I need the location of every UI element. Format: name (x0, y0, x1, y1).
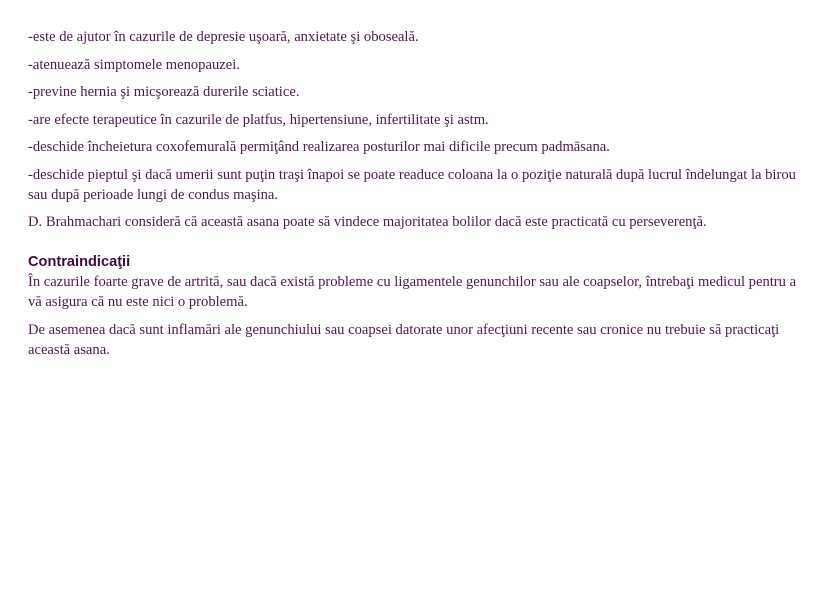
benefit-menopause: -atenuează simptomele menopauzei. (28, 56, 240, 73)
brahmachari-quote: D. Brahmachari consideră că această asana poate să vindece majoritatea bolilor dacă este practicată cu perseverenţă. (28, 214, 707, 230)
contraindication-inflammation: De asemenea dacă sunt inflamări ale genunchiului sau coapsei datorate unor afecţiuni recente sau cronice nu trebuie să practicaţi această asana. (28, 321, 780, 358)
benefit-depression: -este de ajutor în cazurile de depresie uşoară, anxietate şi oboseală. (28, 29, 419, 45)
benefit-therapeutic: -are efecte terapeutice în cazurile de platfus, hipertensiune, infertilitate şi astm. (28, 111, 489, 128)
benefit-hernia: -previne hernia şi micşorează durerile sciatice. (28, 84, 300, 100)
document-page (28, 27, 812, 367)
contraindications-heading: Contraindicaţii (28, 254, 131, 270)
benefit-hip-joint: -deschide încheietura coxofemurală permiţând realizarea posturilor mai dificile precum padmāsana. (28, 139, 610, 155)
benefit-chest: -deschide pieptul şi dacă umerii sunt puţin traşi înapoi se poate readuce coloana la o poziţie naturală după lucrul îndelungat la birou sau după perioade lungi de condus maşina. (28, 166, 796, 203)
contraindication-arthritis: În cazurile foarte grave de artrită, sau dacă există probleme cu ligamentele genunchilor sau ale coapselor, întrebaţi medicul pentru a vă asigura că nu este nici o problemă. (28, 274, 797, 310)
